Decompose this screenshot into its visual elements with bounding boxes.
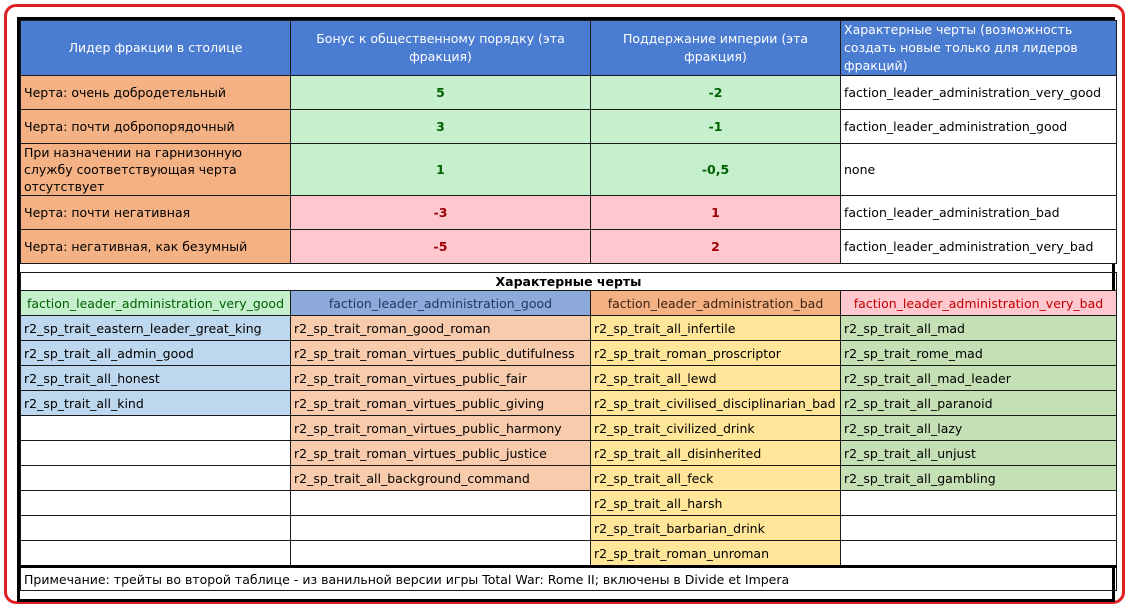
trait-cell: r2_sp_trait_all_gambling	[841, 466, 1117, 491]
empty-cell	[841, 516, 1117, 541]
trait-value: faction_leader_administration_very_bad	[841, 230, 1117, 264]
traits-header-row	[21, 291, 1117, 316]
trait-cell: r2_sp_trait_all_harsh	[591, 491, 841, 516]
empty-cell	[841, 541, 1117, 567]
trait-value: faction_leader_administration_very_good	[841, 76, 1117, 110]
trait-cell: r2_sp_trait_roman_virtues_public_justice	[291, 441, 591, 466]
order-bonus-value: -3	[291, 196, 591, 230]
row-label: Черта: почти добропорядочный	[21, 110, 291, 144]
trait-cell: r2_sp_trait_roman_good_roman	[291, 316, 591, 341]
spacer-row	[21, 264, 1117, 273]
traits-row	[21, 491, 1117, 516]
column-header-very-bad: faction_leader_administration_very_bad	[841, 291, 1117, 316]
empty-cell	[21, 516, 291, 541]
trait-cell: r2_sp_trait_all_feck	[591, 466, 841, 491]
trait-cell: r2_sp_trait_rome_mad	[841, 341, 1117, 366]
trait-cell: r2_sp_trait_roman_virtues_public_harmony	[291, 416, 591, 441]
column-header-very-good: faction_leader_administration_very_good	[21, 291, 291, 316]
header-traits: Характерные черты (возможность создать новые только для лидеров фракций)	[841, 21, 1117, 76]
header-upkeep: Поддержание империи (эта фракция)	[591, 21, 841, 76]
trait-cell: r2_sp_trait_all_kind	[21, 391, 291, 416]
empty-cell	[291, 541, 591, 567]
empty-cell	[291, 516, 591, 541]
empty-cell	[21, 491, 291, 516]
empty-cell	[21, 541, 291, 567]
trait-cell: r2_sp_trait_all_disinherited	[591, 441, 841, 466]
row-label: Черта: очень добродетельный	[21, 76, 291, 110]
table-container	[17, 17, 1115, 602]
trait-cell: r2_sp_trait_roman_virtues_public_giving	[291, 391, 591, 416]
trait-cell: r2_sp_trait_all_background_command	[291, 466, 591, 491]
table-row	[21, 144, 1117, 196]
trait-cell: r2_sp_trait_all_admin_good	[21, 341, 291, 366]
order-bonus-value: 1	[291, 144, 591, 196]
trait-cell: r2_sp_trait_all_mad	[841, 316, 1117, 341]
spacer-cell	[591, 264, 841, 273]
traits-row	[21, 316, 1117, 341]
trait-cell: r2_sp_trait_all_mad_leader	[841, 366, 1117, 391]
table-row	[21, 76, 1117, 110]
trait-cell: r2_sp_trait_eastern_leader_great_king	[21, 316, 291, 341]
traits-row	[21, 541, 1117, 567]
upkeep-value: -2	[591, 76, 841, 110]
upkeep-value: -1	[591, 110, 841, 144]
spacer-cell	[291, 264, 591, 273]
row-label: Черта: негативная, как безумный	[21, 230, 291, 264]
trait-cell: r2_sp_trait_all_unjust	[841, 441, 1117, 466]
empty-cell	[21, 466, 291, 491]
trait-cell: r2_sp_trait_civilized_drink	[591, 416, 841, 441]
trait-cell: r2_sp_trait_civilised_disciplinarian_bad	[591, 391, 841, 416]
traits-row	[21, 441, 1117, 466]
trait-value: none	[841, 144, 1117, 196]
empty-cell	[21, 416, 291, 441]
order-bonus-value: -5	[291, 230, 591, 264]
traits-title: Характерные черты	[21, 273, 1117, 291]
column-header-good: faction_leader_administration_good	[291, 291, 591, 316]
trait-cell: r2_sp_trait_roman_virtues_public_fair	[291, 366, 591, 391]
trait-cell: r2_sp_trait_barbarian_drink	[591, 516, 841, 541]
traits-title-row	[21, 273, 1117, 291]
header-order-bonus: Бонус к общественному порядку (эта фракция)	[291, 21, 591, 76]
order-bonus-value: 3	[291, 110, 591, 144]
table-row	[21, 110, 1117, 144]
note-row	[21, 567, 1117, 591]
trait-cell: r2_sp_trait_roman_virtues_public_dutifulness	[291, 341, 591, 366]
table-row	[21, 196, 1117, 230]
trait-cell: r2_sp_trait_all_lazy	[841, 416, 1117, 441]
table-row	[21, 230, 1117, 264]
trait-cell: r2_sp_trait_all_honest	[21, 366, 291, 391]
trait-value: faction_leader_administration_good	[841, 110, 1117, 144]
row-label: Черта: почти негативная	[21, 196, 291, 230]
row-label: При назначении на гарнизонную службу соответствующая черта отсутствует	[21, 144, 291, 196]
traits-row	[21, 391, 1117, 416]
header-leader: Лидер фракции в столице	[21, 21, 291, 76]
order-bonus-value: 5	[291, 76, 591, 110]
trait-cell: r2_sp_trait_all_lewd	[591, 366, 841, 391]
upkeep-value: -0,5	[591, 144, 841, 196]
header-row	[21, 21, 1117, 76]
faction-leader-table	[20, 20, 1117, 591]
empty-cell	[291, 491, 591, 516]
trait-value: faction_leader_administration_bad	[841, 196, 1117, 230]
traits-row	[21, 416, 1117, 441]
traits-row	[21, 516, 1117, 541]
column-header-bad: faction_leader_administration_bad	[591, 291, 841, 316]
upkeep-value: 2	[591, 230, 841, 264]
upkeep-value: 1	[591, 196, 841, 230]
empty-cell	[841, 491, 1117, 516]
trait-cell: r2_sp_trait_all_infertile	[591, 316, 841, 341]
note-text: Примечание: трейты во второй таблице - из ванильной версии игры Total War: Rome II; включены в Divide et Impera	[21, 567, 1117, 591]
spacer-cell	[841, 264, 1117, 273]
traits-row	[21, 366, 1117, 391]
traits-row	[21, 466, 1117, 491]
trait-cell: r2_sp_trait_all_paranoid	[841, 391, 1117, 416]
trait-cell: r2_sp_trait_roman_unroman	[591, 541, 841, 567]
trait-cell: r2_sp_trait_roman_proscriptor	[591, 341, 841, 366]
empty-cell	[21, 441, 291, 466]
traits-row	[21, 341, 1117, 366]
outer-frame	[4, 4, 1125, 604]
spacer-cell	[21, 264, 291, 273]
